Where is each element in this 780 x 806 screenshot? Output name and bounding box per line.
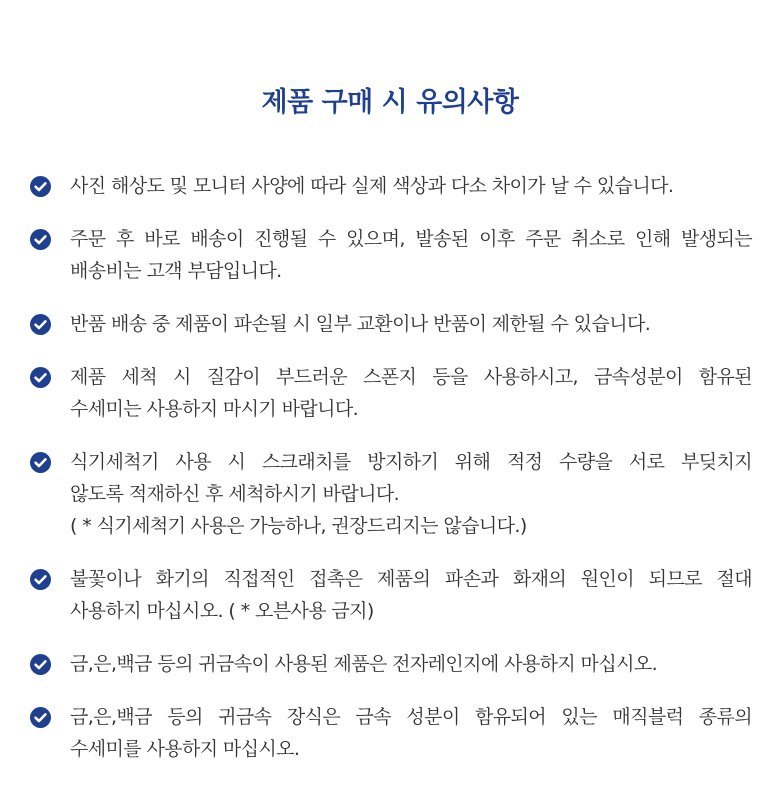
notice-text-line: 사용하지 마십시오. ( * 오븐사용 금지) xyxy=(70,600,374,622)
notice-text-line: 주문 후 바로 배송이 진행될 수 있으며, 발송된 이후 주문 취소로 인해 발생되는 xyxy=(70,228,752,250)
check-circle-icon xyxy=(30,229,51,250)
check-circle-icon xyxy=(30,707,51,728)
check-circle-icon xyxy=(30,452,51,473)
notice-text-line: 금,은,백금 등의 귀금속 장식은 금속 성분이 함유되어 있는 매직블럭 종류의 xyxy=(70,706,752,728)
notice-text-line: 식기세척기 사용 시 스크래치를 방지하기 위해 적정 수량을 서로 부딪치지 xyxy=(70,451,752,473)
notice-text-line: 금,은,백금 등의 귀금속이 사용된 제품은 전자레인지에 사용하지 마십시오. xyxy=(70,653,658,675)
notice-text-line: 배송비는 고객 부담입니다. xyxy=(70,260,282,282)
notice-item xyxy=(30,648,752,680)
notice-item xyxy=(30,446,752,542)
check-circle-icon xyxy=(30,654,51,675)
notice-text-line: 반품 배송 중 제품이 파손될 시 일부 교환이나 반품이 제한될 수 있습니다. xyxy=(70,313,651,335)
check-circle-icon xyxy=(30,569,51,590)
notice-list xyxy=(30,170,752,786)
notice-item xyxy=(30,563,752,627)
check-circle-icon xyxy=(30,367,51,388)
check-circle-icon xyxy=(30,314,51,335)
notice-text-line: 불꽃이나 화기의 직접적인 접촉은 제품의 파손과 화재의 원인이 되므로 절대 xyxy=(70,568,752,590)
notice-item xyxy=(30,308,752,340)
page-title: 제품 구매 시 유의사항 xyxy=(261,87,519,119)
notice-item xyxy=(30,223,752,287)
notice-text-line: ( * 식기세척기 사용은 가능하나, 권장드리지는 않습니다.) xyxy=(70,515,527,537)
notice-text-line: 수세미를 사용하지 마십시오. xyxy=(70,738,300,760)
notice-item xyxy=(30,170,752,202)
notice-item xyxy=(30,361,752,425)
notice-text-line: 제품 세척 시 질감이 부드러운 스폰지 등을 사용하시고, 금속성분이 함유된 xyxy=(70,366,752,388)
notice-item xyxy=(30,701,752,765)
notice-text-line: 않도록 적재하신 후 세척하시기 바랍니다. xyxy=(70,483,400,505)
check-circle-icon xyxy=(30,176,51,197)
notice-text-line: 수세미는 사용하지 마시기 바랍니다. xyxy=(70,398,359,420)
notice-text-line: 사진 해상도 및 모니터 사양에 따라 실제 색상과 다소 차이가 날 수 있습니다. xyxy=(70,175,674,197)
